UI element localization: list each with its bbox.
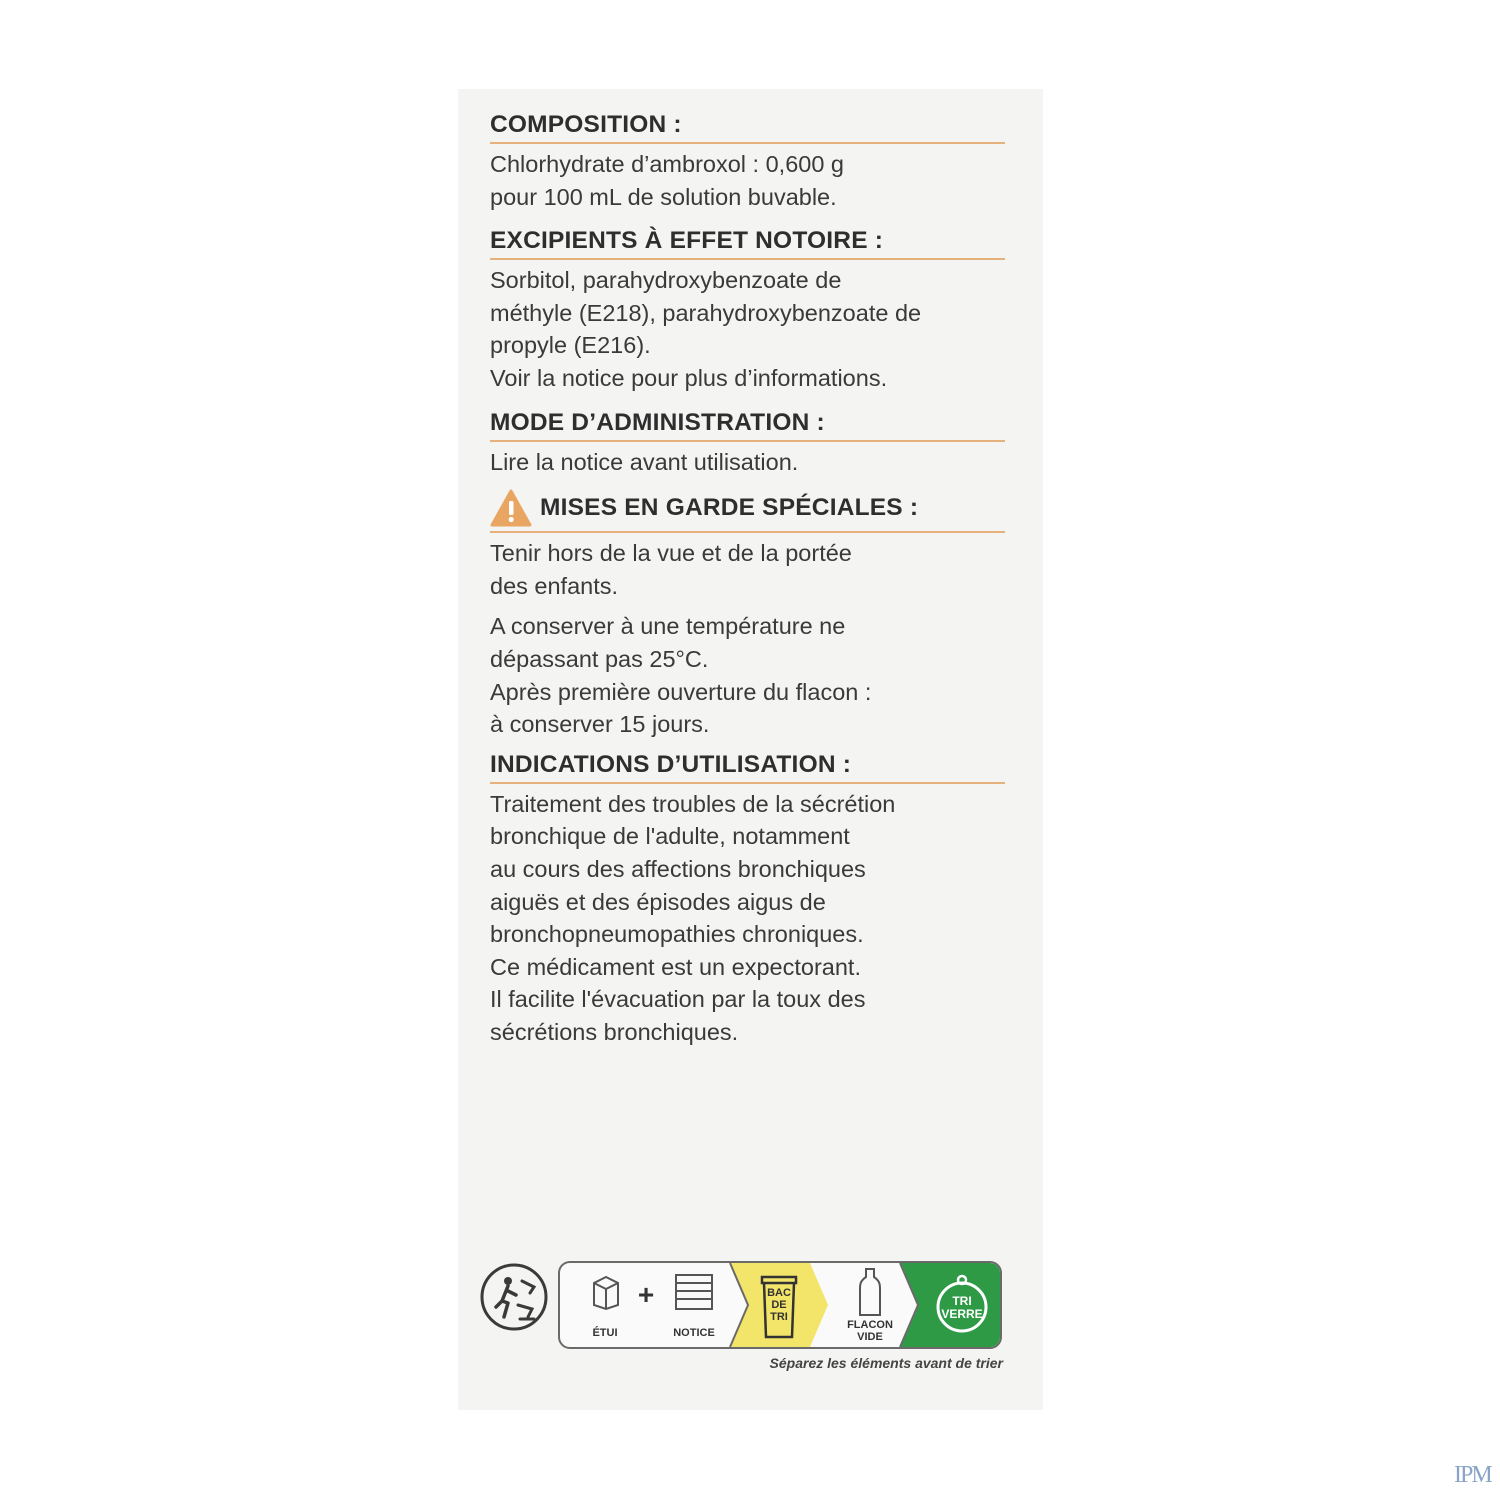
recycling-caption: Séparez les éléments avant de trier — [769, 1355, 1003, 1371]
notice-label: NOTICE — [673, 1327, 715, 1339]
triman-icon — [478, 1261, 550, 1333]
indications-title-text: INDICATIONS D’UTILISATION : — [490, 750, 852, 778]
excipients-line: propyle (E216). — [490, 332, 651, 359]
administration-title-text: MODE D’ADMINISTRATION : — [490, 408, 825, 436]
excipients-line: méthyle (E218), parahydroxybenzoate de — [490, 299, 922, 326]
ipm-watermark: IPM — [1454, 1462, 1491, 1488]
indications-line: Ce médicament est un expectorant. — [490, 953, 861, 980]
bac-line: TRI — [770, 1311, 788, 1323]
warnings-line: dépassant pas 25°C. — [490, 645, 709, 672]
bac-line: BAC — [767, 1287, 791, 1299]
bac-line: DE — [771, 1299, 787, 1311]
box-icon — [588, 1271, 624, 1311]
warnings-line: des enfants. — [490, 572, 619, 599]
warnings-line: à conserver 15 jours. — [490, 711, 710, 738]
composition-line: pour 100 mL de solution buvable. — [490, 183, 837, 210]
leaflet-icon — [672, 1269, 716, 1315]
warnings-line: Après première ouverture du flacon : — [490, 678, 872, 705]
excipients-body — [490, 264, 1005, 394]
warnings-line: Tenir hors de la vue et de la portée — [490, 540, 852, 567]
flacon-label — [840, 1319, 900, 1343]
composition-body — [490, 148, 1005, 213]
administration-body — [490, 446, 1005, 479]
indications-line: Traitement des troubles de la sécrétion — [490, 790, 896, 817]
excipients-line: Voir la notice pour plus d’informations. — [490, 364, 888, 391]
composition-title — [490, 111, 1005, 144]
indications-line: bronchique de l'adulte, notamment — [490, 823, 850, 850]
sorting-strip — [558, 1261, 1002, 1349]
tri-verre-line: VERRE — [941, 1307, 983, 1321]
plus-sign: + — [637, 1279, 655, 1310]
excipients-line: Sorbitol, parahydroxybenzoate de — [490, 267, 842, 294]
tri-verre-line: TRI — [952, 1294, 972, 1308]
tri-verre-label — [938, 1295, 986, 1321]
leaflet-panel — [458, 89, 1043, 1410]
warning-triangle-icon — [490, 488, 532, 528]
flacon-line: FLACON — [847, 1319, 893, 1331]
flacon-line: VIDE — [857, 1331, 883, 1343]
indications-line: aiguës et des épisodes aigus de — [490, 888, 826, 915]
warnings-title-text: MISES EN GARDE SPÉCIALES : — [540, 494, 919, 522]
administration-title — [490, 409, 1005, 442]
composition-title-text: COMPOSITION : — [490, 111, 682, 138]
warnings-body — [490, 537, 1005, 741]
warnings-title — [490, 488, 1005, 533]
recycling-info — [478, 1261, 1008, 1347]
bottle-icon — [856, 1267, 884, 1319]
warnings-line: A conserver à une température ne — [490, 613, 846, 640]
indications-body — [490, 788, 1005, 1049]
indications-line: sécrétions bronchiques. — [490, 1018, 739, 1045]
excipients-title-text: EXCIPIENTS À EFFET NOTOIRE : — [490, 227, 884, 255]
indications-line: Il facilite l'évacuation par la toux des — [490, 986, 866, 1013]
indications-line: au cours des affections bronchiques — [490, 855, 866, 882]
composition-line: Chlorhydrate d’ambroxol : 0,600 g — [490, 151, 845, 177]
excipients-title — [490, 227, 1005, 260]
indications-title — [490, 751, 1005, 784]
bac-label — [762, 1287, 796, 1323]
indications-line: bronchopneumopathies chroniques. — [490, 921, 864, 948]
leaflet-content — [490, 111, 1005, 1048]
etui-label: ÉTUI — [592, 1327, 618, 1339]
administration-line: Lire la notice avant utilisation. — [490, 448, 799, 475]
